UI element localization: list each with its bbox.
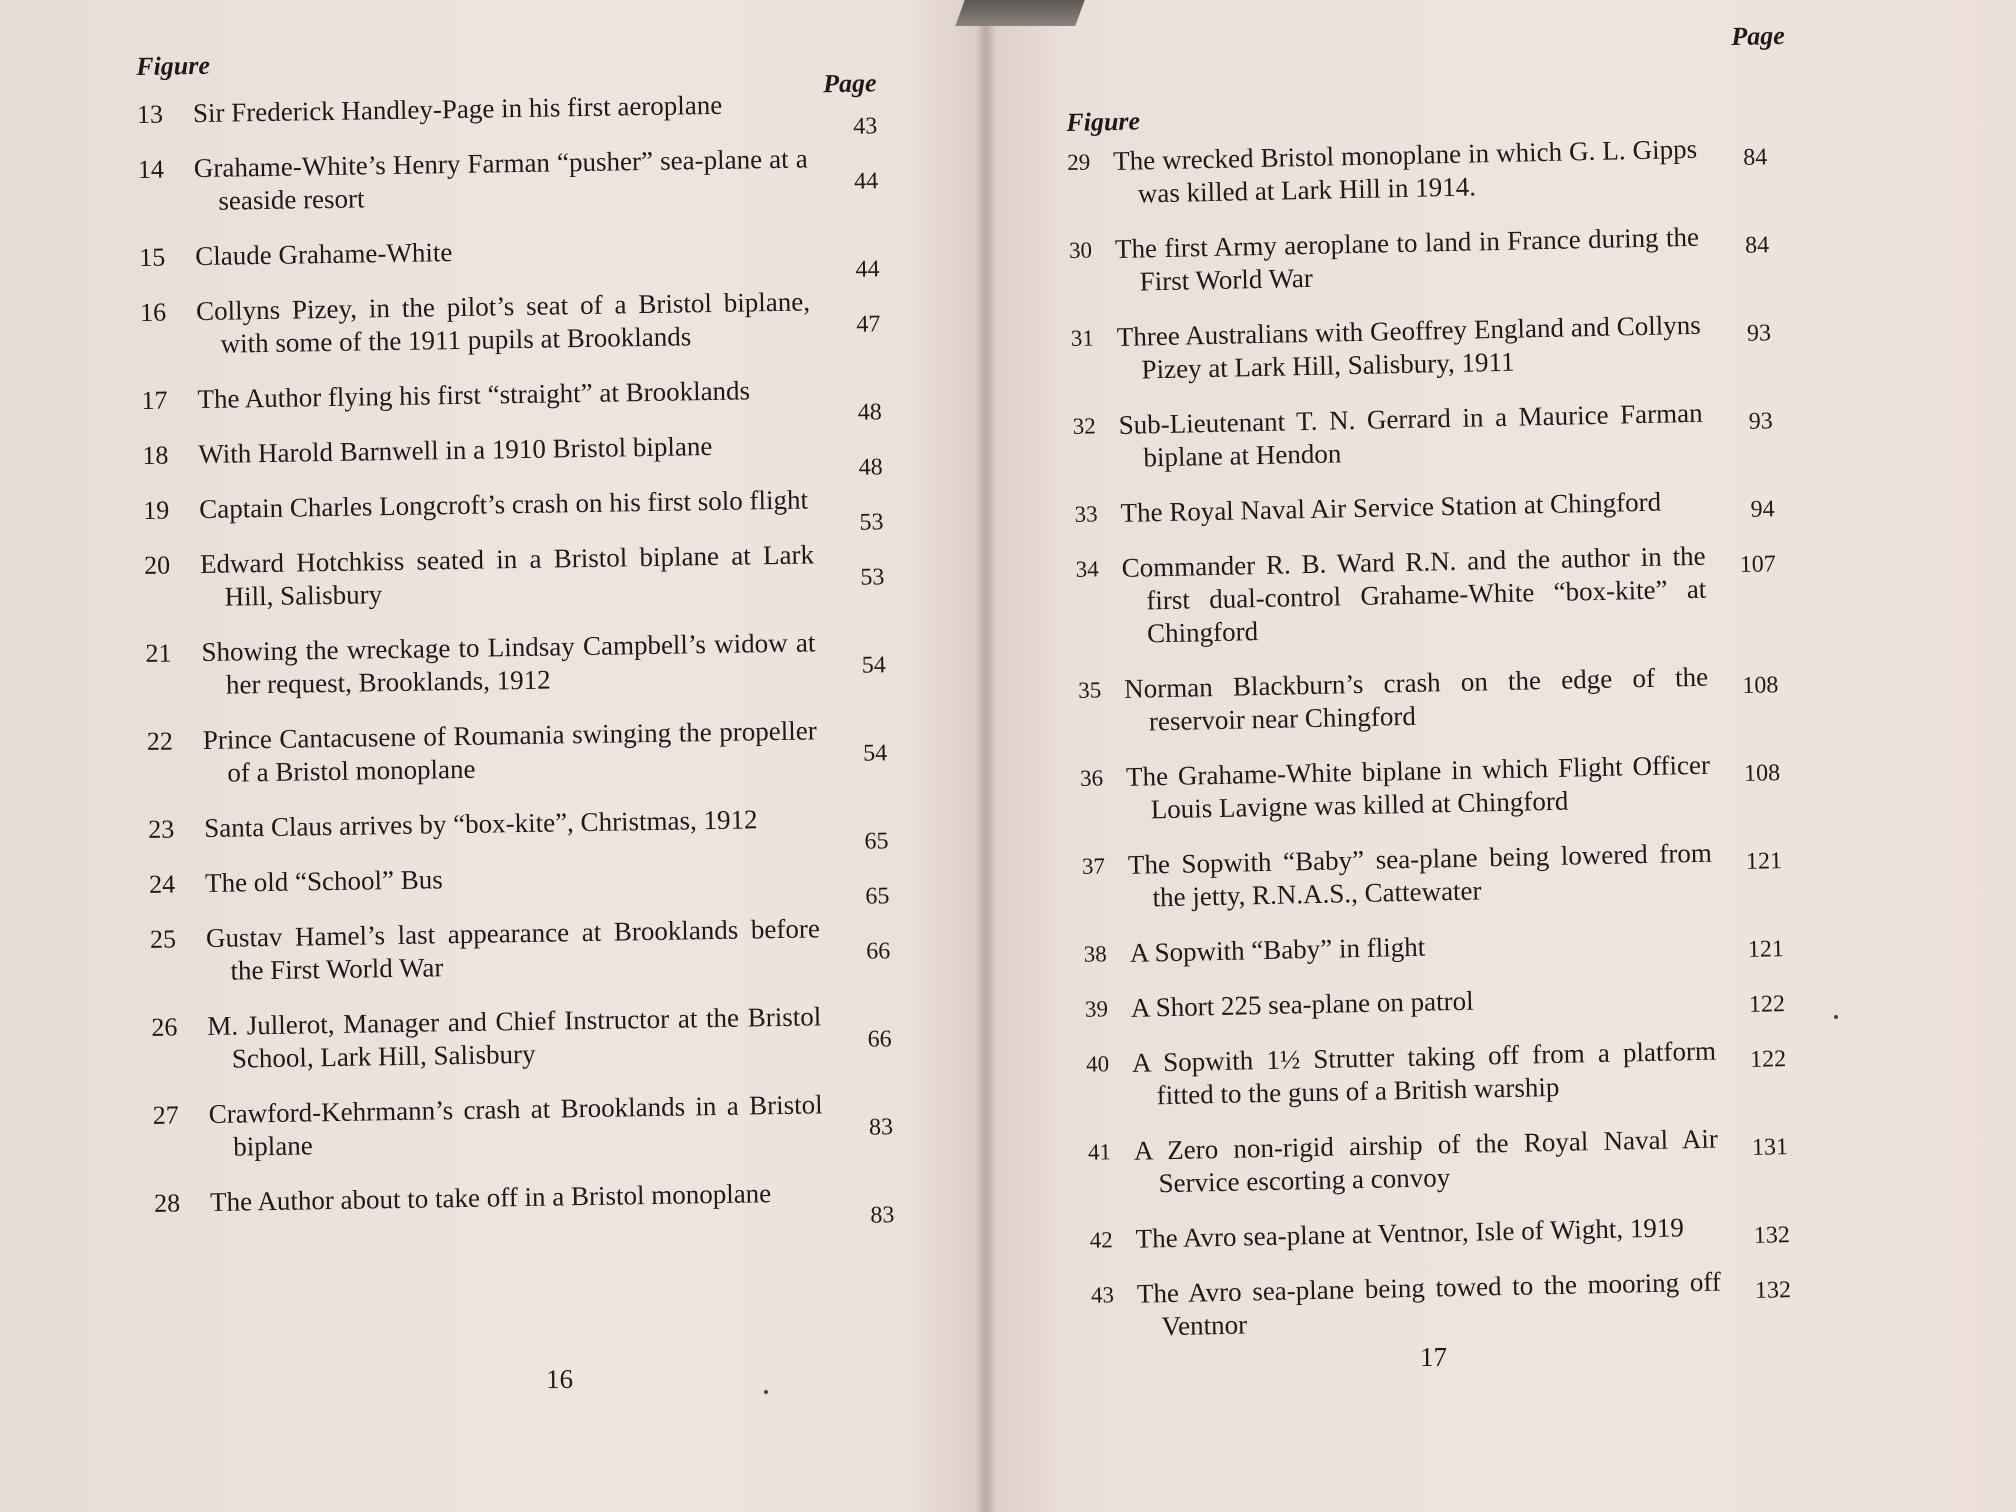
page-reference: 65 xyxy=(865,883,890,910)
figure-caption: Claude Grahame-White xyxy=(194,237,453,272)
page-reference: 53 xyxy=(859,509,884,536)
figure-number: 15 xyxy=(139,242,166,272)
figure-caption: Commander R. B. Ward R.N. and the author in the first dual-control Grahame-White “box-kite” at Chingford xyxy=(1121,540,1707,649)
page-reference: 121 xyxy=(1745,848,1783,875)
figure-entry xyxy=(148,856,890,910)
page-reference: 93 xyxy=(1748,408,1774,435)
figure-number: 17 xyxy=(141,385,168,415)
figure-number: 14 xyxy=(137,154,165,184)
page-reference: 84 xyxy=(1742,144,1768,171)
page-reference: 107 xyxy=(1739,551,1777,578)
page-reference: 83 xyxy=(870,1202,895,1229)
page-reference: 48 xyxy=(857,399,882,426)
figure-entry xyxy=(1091,1264,1792,1345)
figure-number: 21 xyxy=(145,638,172,668)
figure-number: 30 xyxy=(1068,237,1093,263)
figure-number: 20 xyxy=(143,550,171,580)
figure-number: 13 xyxy=(136,99,164,129)
figure-caption: Sub-Lieutenant T. N. Gerrard in a Maurice Farman biplane at Hendon xyxy=(1118,397,1703,473)
page-reference: 48 xyxy=(858,454,883,481)
figure-entry xyxy=(139,229,880,283)
page-reference: 54 xyxy=(861,652,886,679)
figure-number: 28 xyxy=(153,1188,181,1218)
figure-entry xyxy=(141,372,882,426)
figure-number: 26 xyxy=(151,1012,178,1042)
page-heading: Page xyxy=(822,68,877,99)
figure-caption: Santa Claus arrives by “box-kite”, Christmas, 1912 xyxy=(203,804,758,844)
figure-caption: Prince Cantacusene of Roumania swinging the propeller of a Bristol monoplane xyxy=(202,715,817,788)
page-reference: 131 xyxy=(1751,1134,1789,1161)
page-reference: 43 xyxy=(853,113,878,140)
figure-number: 16 xyxy=(139,297,167,327)
page-reference: 122 xyxy=(1748,991,1786,1018)
figure-number: 35 xyxy=(1077,677,1102,703)
figure-heading: Figure xyxy=(1066,106,1141,137)
figure-heading: Figure xyxy=(136,50,211,81)
figure-caption: Edward Hotchkiss seated in a Bristol biplane at Lark Hill, Salisbury xyxy=(199,539,815,612)
figure-caption: The Author about to take off in a Bristol monoplane xyxy=(209,1178,772,1217)
figure-caption: The Royal Naval Air Service Station at Chingford xyxy=(1120,486,1662,528)
figure-number: 32 xyxy=(1072,413,1096,439)
page-reference: 94 xyxy=(1750,496,1775,523)
figure-entry xyxy=(1083,923,1784,971)
page-reference: 132 xyxy=(1753,1222,1791,1249)
book-spine-edge xyxy=(955,0,1084,26)
figure-entry xyxy=(152,1087,893,1165)
figure-caption: Captain Charles Longcroft’s crash on his first solo flight xyxy=(198,484,809,525)
figure-number: 43 xyxy=(1090,1282,1115,1308)
figure-number: 22 xyxy=(146,726,174,756)
page-number-right: 17 xyxy=(1420,1342,1447,1372)
figure-number: 19 xyxy=(142,495,170,525)
print-speck xyxy=(764,1390,768,1394)
figure-number: 31 xyxy=(1070,325,1095,351)
page-reference: 65 xyxy=(864,828,889,855)
figure-entry xyxy=(1072,395,1773,476)
figure-number: 24 xyxy=(148,869,176,899)
figure-caption: The Avro sea-plane being towed to the mooring off Ventnor xyxy=(1136,1266,1722,1342)
figure-entry xyxy=(1078,659,1779,740)
figure-caption: Gustav Hamel’s last appearance at Brooklands before the First World War xyxy=(205,913,821,986)
book-gutter xyxy=(975,0,997,1512)
figure-number: 37 xyxy=(1081,853,1106,879)
page-reference: 66 xyxy=(866,938,891,965)
figure-caption: A Zero non-rigid airship of the Royal Naval Air Service escorting a convoy xyxy=(1133,1123,1719,1199)
figure-number: 38 xyxy=(1083,941,1108,967)
figure-entry xyxy=(1074,483,1775,531)
figure-number: 39 xyxy=(1084,996,1109,1022)
figure-caption: The Grahame-White biplane in which Flight Officer Louis Lavigne was killed at Chingford xyxy=(1125,749,1711,825)
figure-entry xyxy=(147,801,889,855)
figure-caption: M. Jullerot, Manager and Chief Instructor at the Bristol School, Lark Hill, Salisbury xyxy=(207,1001,822,1074)
print-speck xyxy=(1834,1015,1838,1019)
page-number-left: 16 xyxy=(545,1363,574,1395)
figure-caption: The wrecked Bristol monoplane in which G. L. Gipps was killed at Lark Hill in 1914. xyxy=(1112,133,1698,209)
page-reference: 108 xyxy=(1743,760,1781,787)
figure-number: 25 xyxy=(149,924,177,954)
figure-number: 29 xyxy=(1066,149,1091,175)
figure-caption: The old “School” Bus xyxy=(204,864,443,899)
page-heading: Page xyxy=(1730,20,1785,52)
page-reference: 66 xyxy=(867,1026,892,1053)
figure-caption: With Harold Barnwell in a 1910 Bristol biplane xyxy=(198,430,713,470)
figure-caption: The first Army aeroplane to land in France during the First World War xyxy=(1114,221,1700,297)
page-reference: 84 xyxy=(1744,232,1770,259)
figure-caption: A Sopwith 1½ Strutter taking off from a platform fitted to the guns of a British warship xyxy=(1131,1035,1717,1111)
figure-entry xyxy=(1085,978,1786,1026)
figure-number: 40 xyxy=(1085,1051,1110,1077)
figure-entry xyxy=(151,999,892,1077)
right-figure-list xyxy=(1065,20,1792,1366)
right-entries xyxy=(1067,131,1792,1344)
figure-entry xyxy=(138,141,879,219)
figure-caption: Sir Frederick Handley-Page in his first aeroplane xyxy=(192,89,723,129)
figure-caption: A Sopwith “Baby” in flight xyxy=(1129,931,1426,968)
page-reference: 122 xyxy=(1749,1046,1787,1073)
figure-entry xyxy=(1075,538,1777,652)
figure-entry xyxy=(1089,1209,1790,1257)
figure-entry xyxy=(147,713,888,791)
figure-number: 33 xyxy=(1074,501,1098,527)
figure-caption: Grahame-White’s Henry Farman “pusher” sea-plane at a seaside resort xyxy=(193,143,808,216)
figure-entry xyxy=(142,482,884,536)
figure-caption: Showing the wreckage to Lindsay Campbell’s widow at her request, Brooklands, 1912 xyxy=(201,627,816,700)
figure-entry xyxy=(1082,835,1783,916)
figure-entry xyxy=(1071,307,1772,388)
figure-caption: Collyns Pizey, in the pilot’s seat of a Bristol biplane, with some of the 1911 pupils at Brooklands xyxy=(195,286,811,359)
figure-caption: Crawford-Kehrmann’s crash at Brooklands in a Bristol biplane xyxy=(208,1089,823,1162)
figure-number: 18 xyxy=(142,440,169,470)
page-reference: 83 xyxy=(868,1114,894,1141)
figure-entry xyxy=(150,911,891,989)
page-reference: 132 xyxy=(1754,1277,1792,1304)
page-reference: 108 xyxy=(1742,672,1779,699)
figure-entry xyxy=(144,537,885,615)
page-reference: 44 xyxy=(855,256,880,283)
figure-caption: The Avro sea-plane at Ventnor, Isle of Wight, 1919 xyxy=(1135,1212,1685,1254)
figure-caption: Three Australians with Geoffrey England and Collyns Pizey at Lark Hill, Salisbury, 1911 xyxy=(1116,309,1702,385)
figure-number: 42 xyxy=(1089,1227,1114,1253)
left-figure-list xyxy=(136,40,895,1241)
figure-entry xyxy=(1067,131,1768,212)
figure-entry xyxy=(1088,1121,1789,1202)
figure-number: 36 xyxy=(1079,765,1104,791)
figure-entry xyxy=(142,427,883,481)
figure-number: 27 xyxy=(152,1100,179,1130)
figure-number: 34 xyxy=(1075,556,1099,582)
figure-number: 23 xyxy=(147,814,175,844)
figure-caption: The Sopwith “Baby” sea-plane being lowered from the jetty, R.N.A.S., Cattewater xyxy=(1127,837,1713,913)
right-column-headings xyxy=(1065,20,1785,146)
figure-caption: Norman Blackburn’s crash on the edge of the reservoir near Chingford xyxy=(1123,661,1709,737)
page-reference: 54 xyxy=(862,740,888,767)
figure-entry xyxy=(153,1175,895,1229)
figure-entry xyxy=(1069,219,1770,300)
figure-number: 41 xyxy=(1087,1139,1112,1165)
page-reference: 53 xyxy=(860,564,885,591)
figure-entry xyxy=(1080,747,1781,828)
figure-caption: A Short 225 sea-plane on patrol xyxy=(1130,985,1474,1023)
page-reference: 93 xyxy=(1746,320,1772,347)
figure-entry xyxy=(1086,1033,1787,1114)
left-entries xyxy=(136,86,895,1229)
figure-caption: The Author flying his first “straight” at Brooklands xyxy=(197,375,751,415)
figure-entry xyxy=(140,284,881,362)
page-reference: 121 xyxy=(1747,936,1785,963)
page-reference: 47 xyxy=(856,311,881,338)
figure-entry xyxy=(145,625,886,703)
page-reference: 44 xyxy=(853,168,879,195)
